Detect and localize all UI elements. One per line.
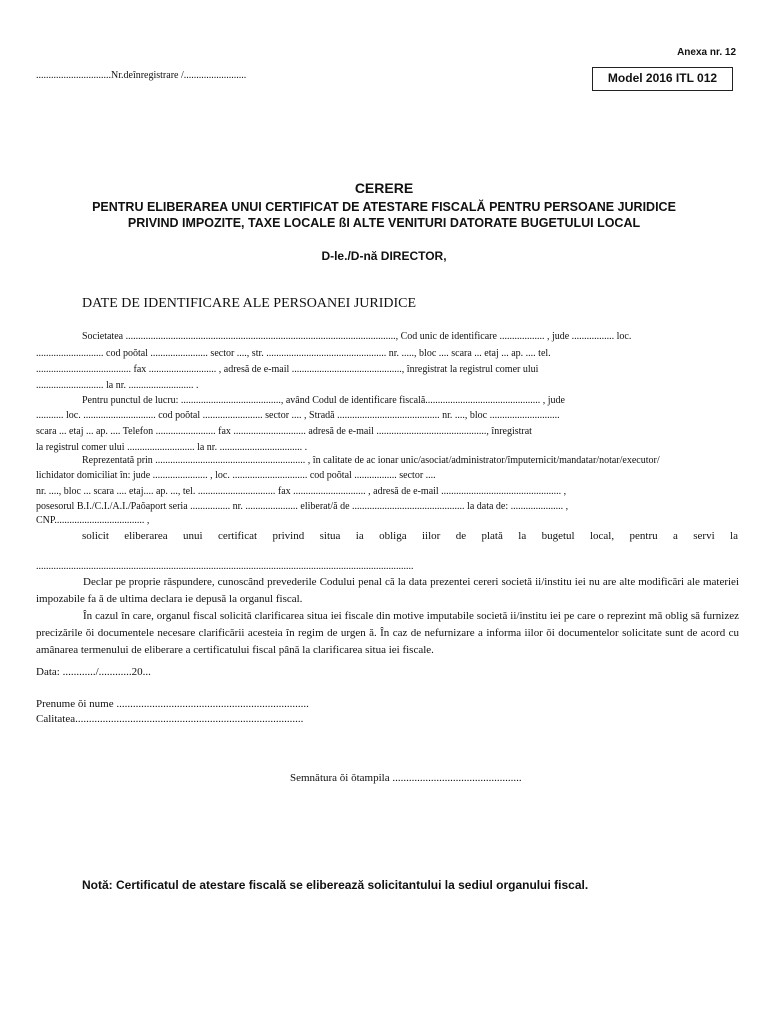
form-line-representative: Reprezentată prin ............................................................ , în calitate de ac ionar unic/asociat/administrator/împuternicit/mandatar/notar/executor/ — [82, 455, 660, 466]
form-line-workpoint-register: la registrul comer ului ........................... la nr. ................................. . — [36, 442, 308, 453]
form-line-rep-contact: nr. ...., bloc ... scara .... etaj.... ap. ..., tel. ............................... fax ............................. , adresă de e-mail ................................................ , — [36, 486, 567, 497]
form-line-workpoint-contact: scara ... etaj ... ap. .... Telefon ........................ fax ............................. adresă de e-mail ............................................, înregistrat — [36, 426, 532, 437]
declaration-paragraph: Declar pe proprie răspundere, cunoscând prevederile Codului penal că la data prezentei cereri societă ii/institu iei nu are alte modificări ale materiei impozabile fa ă de ultima declara ie depusă la organul fiscal. — [36, 576, 739, 605]
form-line-company: Societatea ............................................................................................................, Cod unic de identificare .................. , jude ................. loc. — [82, 331, 632, 342]
section-heading: DATE DE IDENTIFICARE ALE PERSOANEI JURIDICE — [82, 296, 417, 311]
form-line-domicile: lichidator domiciliat în: jude ...................... , loc. .............................. cod poŏtal ................. sector .... — [36, 470, 436, 481]
form-line-id-document: posesorul B.I./C.I./A.I./Paŏaport seria ................ nr. ..................... eliberat/ă de ............................................. la data de: ..................... , — [36, 501, 569, 512]
addressee: D-le./D-nă DIRECTOR, — [321, 249, 447, 263]
form-line-contact: ...................................... fax ........................... , adresă de e-mail ............................................, înregistrat la registrul comer ului — [36, 364, 539, 375]
request-purpose-line: ....................................................................................................................................................... — [36, 561, 414, 572]
signature-stamp-field: Semnătura ŏi ŏtampila ............................................... — [290, 772, 522, 784]
model-code: Model 2016 ITL 012 — [592, 67, 733, 91]
registry-number: ..............................Nr.deînregistrare /......................... — [36, 70, 247, 81]
clarification-paragraph: În cazul în care, organul fiscal solicită clarificarea situa iei fiscale din motive imputabile societă ii/institu iei pe care o reprezint mă oblig să furnizez precizările ŏi documentele necesare clarificării acesteia în regim de urgen ă. În caz de nefurnizare a informa iilor ŏi documentelor solicitate sunt de acord cu amânarea termenului de eliberare a certificatului fiscal până la clarificarea situa iei fiscale. — [36, 610, 739, 656]
annex-number: Anexa nr. 12 — [677, 47, 736, 58]
request-text: solicit eliberarea unui certificat privind situa ia obliga iilor de plată la bugetul local, pentru a servi la — [82, 530, 738, 542]
quality-field: Calitatea................................................................................... — [36, 713, 304, 725]
declarations — [36, 574, 739, 659]
name-field: Prenume ŏi nume ...................................................................... — [36, 698, 309, 710]
document-subtitle-2: PRIVIND IMPOZITE, TAXE LOCALE ßI ALTE VENITURI DATORATE BUGETULUI LOCAL — [127, 216, 641, 230]
form-line-workpoint: Pentru punctul de lucru: ........................................, având Codul de identificare fiscală.............................................. , jude — [82, 395, 565, 406]
footer-note: Notă: Certificatul de atestare fiscală se eliberează solicitantului la sediul organului fiscal. — [82, 878, 589, 892]
form-line-address: ........................... cod poŏtal ....................... sector ...., str. ................................................ nr. ....., bloc .... scara ... etaj ... ap. .... tel. — [36, 348, 551, 359]
document-subtitle-1: PENTRU ELIBERAREA UNUI CERTIFICAT DE ATESTARE FISCALĂ PENTRU PERSOANE JURIDICE — [92, 200, 676, 214]
date-field: Data: ............/............20... — [36, 666, 151, 678]
form-line-cnp: CNP.................................... , — [36, 515, 150, 526]
form-line-register: ........................... la nr. .......................... . — [36, 380, 199, 391]
document-title: CERERE — [354, 180, 414, 196]
form-line-workpoint-address: ........... loc. ............................. cod poŏtal ........................ sector .... , Stradă ......................................... nr. ...., bloc ............................ — [36, 410, 560, 421]
